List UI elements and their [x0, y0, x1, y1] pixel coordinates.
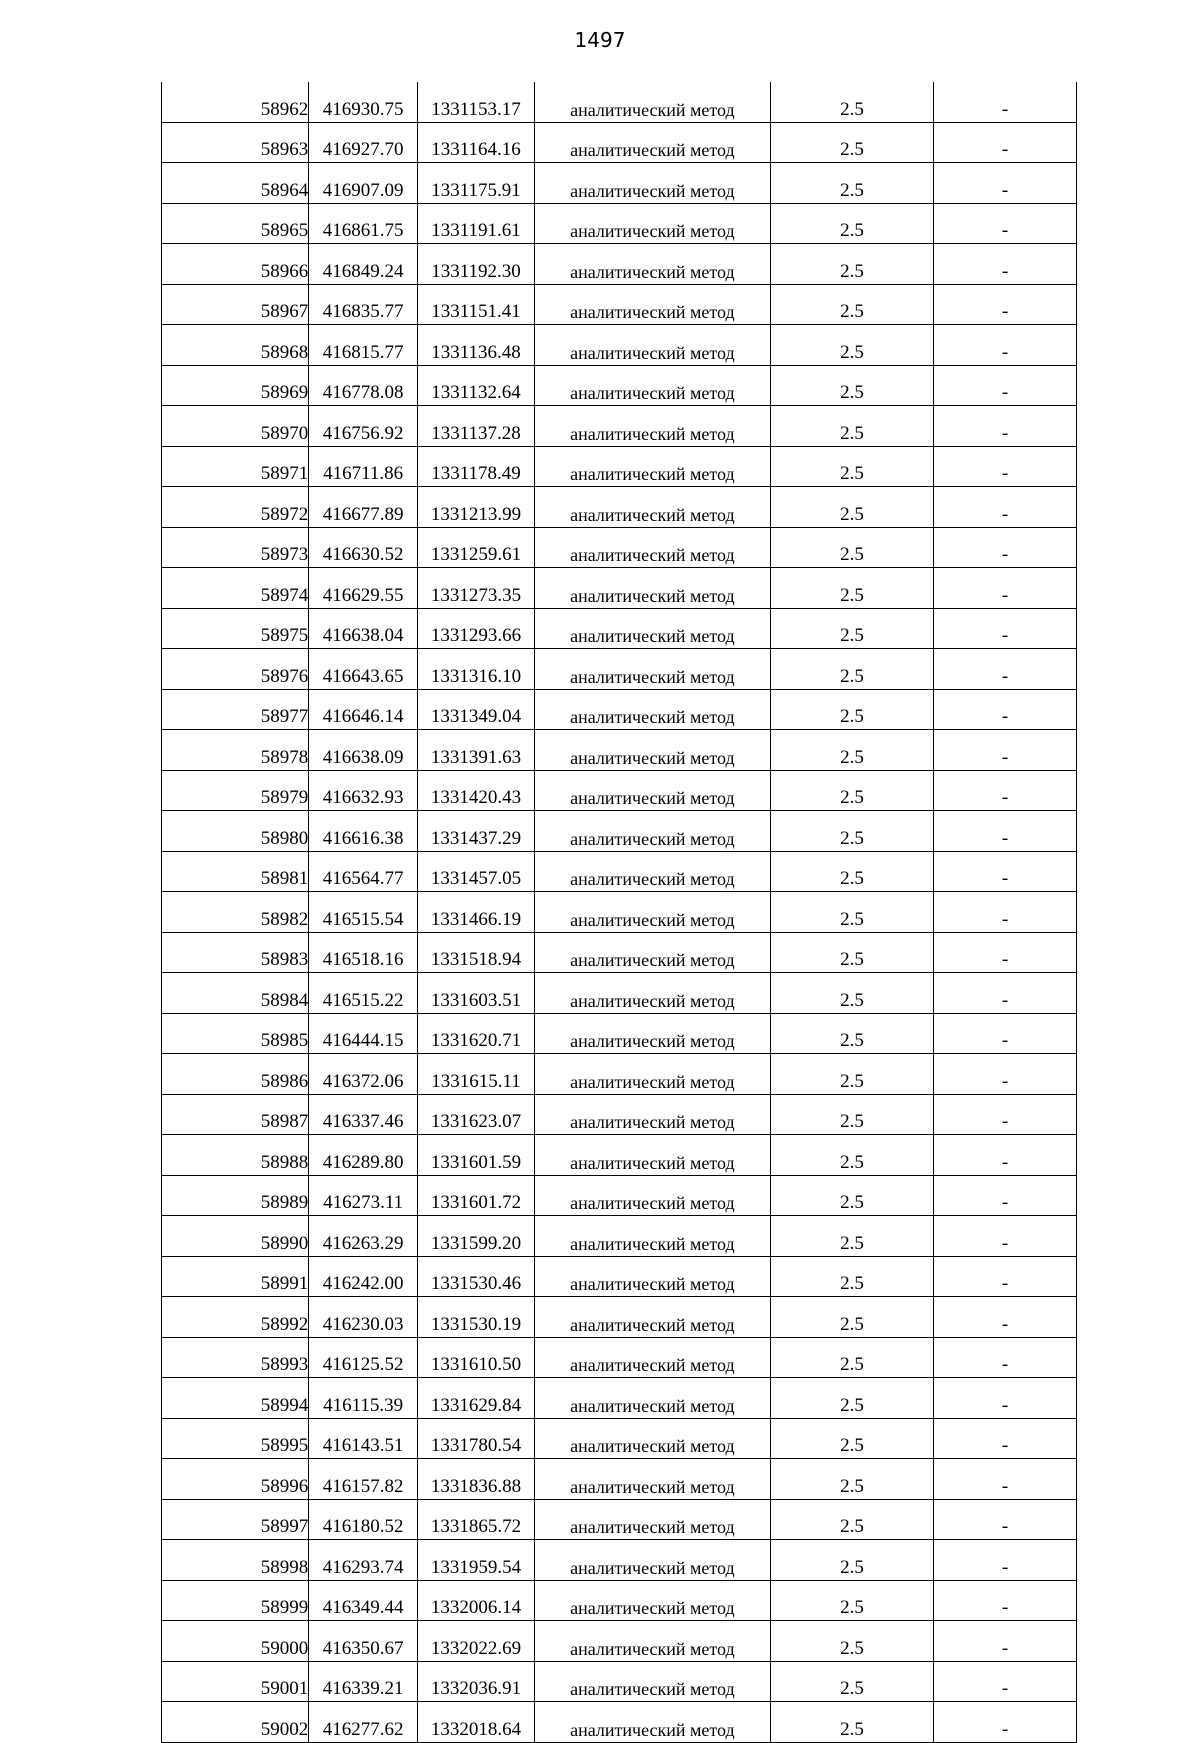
point-number-cell: 58973	[162, 527, 309, 568]
x-coordinate-cell: 416638.04	[309, 608, 418, 649]
table-row	[162, 1580, 1077, 1621]
table-row	[162, 973, 1077, 1014]
accuracy-cell: 2.5	[770, 689, 933, 730]
point-number-cell: 59002	[162, 1702, 309, 1743]
point-number-cell: 58978	[162, 730, 309, 771]
accuracy-cell: 2.5	[770, 365, 933, 406]
point-number-cell: 58963	[162, 122, 309, 163]
y-coordinate-cell: 1331437.29	[418, 811, 535, 852]
description-cell: -	[933, 163, 1076, 204]
x-coordinate-cell: 416157.82	[309, 1459, 418, 1500]
y-coordinate-cell: 1331629.84	[418, 1378, 535, 1419]
point-number-cell: 58971	[162, 446, 309, 487]
accuracy-cell: 2.5	[770, 1175, 933, 1216]
x-coordinate-cell: 416564.77	[309, 851, 418, 892]
point-number-cell: 58970	[162, 406, 309, 447]
y-coordinate-cell: 1331620.71	[418, 1013, 535, 1054]
x-coordinate-cell: 416339.21	[309, 1661, 418, 1702]
page-number: 1497	[574, 28, 626, 52]
accuracy-cell: 2.5	[770, 1661, 933, 1702]
description-cell: -	[933, 1580, 1076, 1621]
method-cell: аналитический метод	[534, 689, 770, 730]
y-coordinate-cell: 1331132.64	[418, 365, 535, 406]
point-number-cell: 58981	[162, 851, 309, 892]
y-coordinate-cell: 1331530.19	[418, 1297, 535, 1338]
method-cell: аналитический метод	[534, 973, 770, 1014]
accuracy-cell: 2.5	[770, 82, 933, 122]
accuracy-cell: 2.5	[770, 1418, 933, 1459]
table-row	[162, 1216, 1077, 1257]
accuracy-cell: 2.5	[770, 1459, 933, 1500]
method-cell: аналитический метод	[534, 1297, 770, 1338]
point-number-cell: 58991	[162, 1256, 309, 1297]
x-coordinate-cell: 416143.51	[309, 1418, 418, 1459]
x-coordinate-cell: 416646.14	[309, 689, 418, 730]
table-row	[162, 1540, 1077, 1581]
description-cell: -	[933, 1661, 1076, 1702]
method-cell: аналитический метод	[534, 1459, 770, 1500]
accuracy-cell: 2.5	[770, 1580, 933, 1621]
description-cell: -	[933, 568, 1076, 609]
accuracy-cell: 2.5	[770, 1621, 933, 1662]
x-coordinate-cell: 416907.09	[309, 163, 418, 204]
accuracy-cell: 2.5	[770, 1378, 933, 1419]
description-cell: -	[933, 973, 1076, 1014]
accuracy-cell: 2.5	[770, 1297, 933, 1338]
description-cell: -	[933, 122, 1076, 163]
table-row	[162, 811, 1077, 852]
table-row	[162, 1499, 1077, 1540]
description-cell: -	[933, 851, 1076, 892]
point-number-cell: 58986	[162, 1054, 309, 1095]
y-coordinate-cell: 1331780.54	[418, 1418, 535, 1459]
description-cell: -	[933, 1621, 1076, 1662]
method-cell: аналитический метод	[534, 1499, 770, 1540]
method-cell: аналитический метод	[534, 1580, 770, 1621]
method-cell: аналитический метод	[534, 122, 770, 163]
description-cell: -	[933, 649, 1076, 690]
method-cell: аналитический метод	[534, 1256, 770, 1297]
accuracy-cell: 2.5	[770, 1135, 933, 1176]
x-coordinate-cell: 416835.77	[309, 284, 418, 325]
table-row	[162, 284, 1077, 325]
x-coordinate-cell: 416815.77	[309, 325, 418, 366]
x-coordinate-cell: 416242.00	[309, 1256, 418, 1297]
y-coordinate-cell: 1332006.14	[418, 1580, 535, 1621]
description-cell: -	[933, 487, 1076, 528]
table-row	[162, 1378, 1077, 1419]
method-cell: аналитический метод	[534, 446, 770, 487]
y-coordinate-cell: 1332036.91	[418, 1661, 535, 1702]
y-coordinate-cell: 1331466.19	[418, 892, 535, 933]
y-coordinate-cell: 1331420.43	[418, 770, 535, 811]
accuracy-cell: 2.5	[770, 122, 933, 163]
method-cell: аналитический метод	[534, 82, 770, 122]
method-cell: аналитический метод	[534, 1540, 770, 1581]
point-number-cell: 58997	[162, 1499, 309, 1540]
method-cell: аналитический метод	[534, 932, 770, 973]
accuracy-cell: 2.5	[770, 851, 933, 892]
table-row	[162, 608, 1077, 649]
x-coordinate-cell: 416629.55	[309, 568, 418, 609]
point-number-cell: 58984	[162, 973, 309, 1014]
x-coordinate-cell: 416289.80	[309, 1135, 418, 1176]
x-coordinate-cell: 416293.74	[309, 1540, 418, 1581]
point-number-cell: 58969	[162, 365, 309, 406]
x-coordinate-cell: 416444.15	[309, 1013, 418, 1054]
point-number-cell: 58967	[162, 284, 309, 325]
accuracy-cell: 2.5	[770, 1540, 933, 1581]
y-coordinate-cell: 1331153.17	[418, 82, 535, 122]
description-cell: -	[933, 284, 1076, 325]
y-coordinate-cell: 1331865.72	[418, 1499, 535, 1540]
table-row	[162, 446, 1077, 487]
accuracy-cell: 2.5	[770, 1337, 933, 1378]
accuracy-cell: 2.5	[770, 608, 933, 649]
method-cell: аналитический метод	[534, 770, 770, 811]
description-cell: -	[933, 1378, 1076, 1419]
description-cell: -	[933, 608, 1076, 649]
method-cell: аналитический метод	[534, 365, 770, 406]
y-coordinate-cell: 1331601.59	[418, 1135, 535, 1176]
table-row	[162, 770, 1077, 811]
y-coordinate-cell: 1331191.61	[418, 203, 535, 244]
description-cell: -	[933, 1459, 1076, 1500]
accuracy-cell: 2.5	[770, 811, 933, 852]
description-cell: -	[933, 1135, 1076, 1176]
method-cell: аналитический метод	[534, 1013, 770, 1054]
method-cell: аналитический метод	[534, 1418, 770, 1459]
point-number-cell: 58996	[162, 1459, 309, 1500]
table-row	[162, 163, 1077, 204]
y-coordinate-cell: 1331623.07	[418, 1094, 535, 1135]
x-coordinate-cell: 416711.86	[309, 446, 418, 487]
y-coordinate-cell: 1331603.51	[418, 973, 535, 1014]
description-cell: -	[933, 1175, 1076, 1216]
point-number-cell: 58980	[162, 811, 309, 852]
point-number-cell: 59000	[162, 1621, 309, 1662]
description-cell: -	[933, 1702, 1076, 1743]
point-number-cell: 58968	[162, 325, 309, 366]
x-coordinate-cell: 416518.16	[309, 932, 418, 973]
point-number-cell: 58992	[162, 1297, 309, 1338]
x-coordinate-cell: 416927.70	[309, 122, 418, 163]
point-number-cell: 58999	[162, 1580, 309, 1621]
table-row	[162, 527, 1077, 568]
accuracy-cell: 2.5	[770, 203, 933, 244]
y-coordinate-cell: 1331273.35	[418, 568, 535, 609]
table-row	[162, 244, 1077, 285]
table-row	[162, 1702, 1077, 1743]
table-row	[162, 1175, 1077, 1216]
method-cell: аналитический метод	[534, 851, 770, 892]
y-coordinate-cell: 1331610.50	[418, 1337, 535, 1378]
point-number-cell: 58994	[162, 1378, 309, 1419]
point-number-cell: 58990	[162, 1216, 309, 1257]
y-coordinate-cell: 1331192.30	[418, 244, 535, 285]
description-cell: -	[933, 811, 1076, 852]
point-number-cell: 58964	[162, 163, 309, 204]
description-cell: -	[933, 1256, 1076, 1297]
method-cell: аналитический метод	[534, 1175, 770, 1216]
table-row	[162, 1418, 1077, 1459]
coordinates-table-body	[162, 82, 1077, 1742]
x-coordinate-cell: 416230.03	[309, 1297, 418, 1338]
method-cell: аналитический метод	[534, 325, 770, 366]
accuracy-cell: 2.5	[770, 487, 933, 528]
method-cell: аналитический метод	[534, 811, 770, 852]
x-coordinate-cell: 416125.52	[309, 1337, 418, 1378]
y-coordinate-cell: 1331175.91	[418, 163, 535, 204]
y-coordinate-cell: 1331213.99	[418, 487, 535, 528]
y-coordinate-cell: 1331136.48	[418, 325, 535, 366]
x-coordinate-cell: 416337.46	[309, 1094, 418, 1135]
y-coordinate-cell: 1331151.41	[418, 284, 535, 325]
method-cell: аналитический метод	[534, 1216, 770, 1257]
accuracy-cell: 2.5	[770, 527, 933, 568]
description-cell: -	[933, 365, 1076, 406]
x-coordinate-cell: 416115.39	[309, 1378, 418, 1419]
accuracy-cell: 2.5	[770, 932, 933, 973]
x-coordinate-cell: 416277.62	[309, 1702, 418, 1743]
y-coordinate-cell: 1331137.28	[418, 406, 535, 447]
table-row	[162, 568, 1077, 609]
x-coordinate-cell: 416180.52	[309, 1499, 418, 1540]
x-coordinate-cell: 416638.09	[309, 730, 418, 771]
point-number-cell: 58977	[162, 689, 309, 730]
method-cell: аналитический метод	[534, 1378, 770, 1419]
description-cell: -	[933, 203, 1076, 244]
accuracy-cell: 2.5	[770, 244, 933, 285]
x-coordinate-cell: 416372.06	[309, 1054, 418, 1095]
point-number-cell: 58983	[162, 932, 309, 973]
x-coordinate-cell: 416263.29	[309, 1216, 418, 1257]
method-cell: аналитический метод	[534, 487, 770, 528]
point-number-cell: 58988	[162, 1135, 309, 1176]
table-row	[162, 892, 1077, 933]
table-row	[162, 1337, 1077, 1378]
table-row	[162, 851, 1077, 892]
y-coordinate-cell: 1332018.64	[418, 1702, 535, 1743]
x-coordinate-cell: 416515.22	[309, 973, 418, 1014]
y-coordinate-cell: 1331259.61	[418, 527, 535, 568]
description-cell: -	[933, 527, 1076, 568]
description-cell: -	[933, 892, 1076, 933]
y-coordinate-cell: 1331164.16	[418, 122, 535, 163]
method-cell: аналитический метод	[534, 730, 770, 771]
description-cell: -	[933, 1094, 1076, 1135]
accuracy-cell: 2.5	[770, 325, 933, 366]
description-cell: -	[933, 1540, 1076, 1581]
point-number-cell: 58966	[162, 244, 309, 285]
x-coordinate-cell: 416632.93	[309, 770, 418, 811]
method-cell: аналитический метод	[534, 1135, 770, 1176]
table-row	[162, 325, 1077, 366]
accuracy-cell: 2.5	[770, 892, 933, 933]
method-cell: аналитический метод	[534, 1661, 770, 1702]
accuracy-cell: 2.5	[770, 1256, 933, 1297]
point-number-cell: 58985	[162, 1013, 309, 1054]
point-number-cell: 59001	[162, 1661, 309, 1702]
accuracy-cell: 2.5	[770, 1216, 933, 1257]
description-cell: -	[933, 82, 1076, 122]
point-number-cell: 58993	[162, 1337, 309, 1378]
point-number-cell: 58965	[162, 203, 309, 244]
y-coordinate-cell: 1331349.04	[418, 689, 535, 730]
accuracy-cell: 2.5	[770, 446, 933, 487]
accuracy-cell: 2.5	[770, 1054, 933, 1095]
description-cell: -	[933, 244, 1076, 285]
description-cell: -	[933, 1337, 1076, 1378]
accuracy-cell: 2.5	[770, 649, 933, 690]
point-number-cell: 58976	[162, 649, 309, 690]
method-cell: аналитический метод	[534, 608, 770, 649]
x-coordinate-cell: 416778.08	[309, 365, 418, 406]
table-row	[162, 82, 1077, 122]
table-row	[162, 689, 1077, 730]
method-cell: аналитический метод	[534, 649, 770, 690]
table-row	[162, 122, 1077, 163]
x-coordinate-cell: 416515.54	[309, 892, 418, 933]
point-number-cell: 58979	[162, 770, 309, 811]
description-cell: -	[933, 446, 1076, 487]
point-number-cell: 58989	[162, 1175, 309, 1216]
table-row	[162, 1256, 1077, 1297]
y-coordinate-cell: 1331293.66	[418, 608, 535, 649]
description-cell: -	[933, 1013, 1076, 1054]
point-number-cell: 58998	[162, 1540, 309, 1581]
x-coordinate-cell: 416349.44	[309, 1580, 418, 1621]
y-coordinate-cell: 1331530.46	[418, 1256, 535, 1297]
y-coordinate-cell: 1331316.10	[418, 649, 535, 690]
x-coordinate-cell: 416861.75	[309, 203, 418, 244]
y-coordinate-cell: 1332022.69	[418, 1621, 535, 1662]
description-cell: -	[933, 1054, 1076, 1095]
accuracy-cell: 2.5	[770, 770, 933, 811]
description-cell: -	[933, 689, 1076, 730]
table-row	[162, 730, 1077, 771]
method-cell: аналитический метод	[534, 568, 770, 609]
y-coordinate-cell: 1331836.88	[418, 1459, 535, 1500]
table-row	[162, 1054, 1077, 1095]
x-coordinate-cell: 416350.67	[309, 1621, 418, 1662]
method-cell: аналитический метод	[534, 1094, 770, 1135]
method-cell: аналитический метод	[534, 527, 770, 568]
table-row	[162, 487, 1077, 528]
x-coordinate-cell: 416630.52	[309, 527, 418, 568]
description-cell: -	[933, 325, 1076, 366]
table-row	[162, 365, 1077, 406]
method-cell: аналитический метод	[534, 203, 770, 244]
table-row	[162, 406, 1077, 447]
point-number-cell: 58972	[162, 487, 309, 528]
method-cell: аналитический метод	[534, 1621, 770, 1662]
method-cell: аналитический метод	[534, 163, 770, 204]
accuracy-cell: 2.5	[770, 1013, 933, 1054]
x-coordinate-cell: 416273.11	[309, 1175, 418, 1216]
y-coordinate-cell: 1331615.11	[418, 1054, 535, 1095]
point-number-cell: 58995	[162, 1418, 309, 1459]
table-row	[162, 1661, 1077, 1702]
accuracy-cell: 2.5	[770, 730, 933, 771]
table-row	[162, 1094, 1077, 1135]
x-coordinate-cell: 416849.24	[309, 244, 418, 285]
coordinates-table	[161, 82, 1077, 1743]
description-cell: -	[933, 406, 1076, 447]
accuracy-cell: 2.5	[770, 568, 933, 609]
method-cell: аналитический метод	[534, 1054, 770, 1095]
table-row	[162, 1297, 1077, 1338]
table-row	[162, 1013, 1077, 1054]
table-row	[162, 1621, 1077, 1662]
description-cell: -	[933, 1499, 1076, 1540]
accuracy-cell: 2.5	[770, 284, 933, 325]
accuracy-cell: 2.5	[770, 1702, 933, 1743]
method-cell: аналитический метод	[534, 1337, 770, 1378]
table-row	[162, 932, 1077, 973]
y-coordinate-cell: 1331601.72	[418, 1175, 535, 1216]
method-cell: аналитический метод	[534, 406, 770, 447]
accuracy-cell: 2.5	[770, 1094, 933, 1135]
description-cell: -	[933, 730, 1076, 771]
point-number-cell: 58974	[162, 568, 309, 609]
accuracy-cell: 2.5	[770, 1499, 933, 1540]
description-cell: -	[933, 1297, 1076, 1338]
y-coordinate-cell: 1331599.20	[418, 1216, 535, 1257]
point-number-cell: 58975	[162, 608, 309, 649]
accuracy-cell: 2.5	[770, 406, 933, 447]
x-coordinate-cell: 416756.92	[309, 406, 418, 447]
table-row	[162, 1459, 1077, 1500]
accuracy-cell: 2.5	[770, 163, 933, 204]
y-coordinate-cell: 1331518.94	[418, 932, 535, 973]
description-cell: -	[933, 932, 1076, 973]
method-cell: аналитический метод	[534, 892, 770, 933]
method-cell: аналитический метод	[534, 244, 770, 285]
method-cell: аналитический метод	[534, 1702, 770, 1743]
description-cell: -	[933, 1418, 1076, 1459]
method-cell: аналитический метод	[534, 284, 770, 325]
y-coordinate-cell: 1331457.05	[418, 851, 535, 892]
x-coordinate-cell: 416643.65	[309, 649, 418, 690]
x-coordinate-cell: 416677.89	[309, 487, 418, 528]
table-row	[162, 203, 1077, 244]
point-number-cell: 58982	[162, 892, 309, 933]
description-cell: -	[933, 770, 1076, 811]
y-coordinate-cell: 1331178.49	[418, 446, 535, 487]
point-number-cell: 58962	[162, 82, 309, 122]
point-number-cell: 58987	[162, 1094, 309, 1135]
y-coordinate-cell: 1331391.63	[418, 730, 535, 771]
x-coordinate-cell: 416930.75	[309, 82, 418, 122]
table-row	[162, 649, 1077, 690]
x-coordinate-cell: 416616.38	[309, 811, 418, 852]
accuracy-cell: 2.5	[770, 973, 933, 1014]
description-cell: -	[933, 1216, 1076, 1257]
y-coordinate-cell: 1331959.54	[418, 1540, 535, 1581]
table-row	[162, 1135, 1077, 1176]
